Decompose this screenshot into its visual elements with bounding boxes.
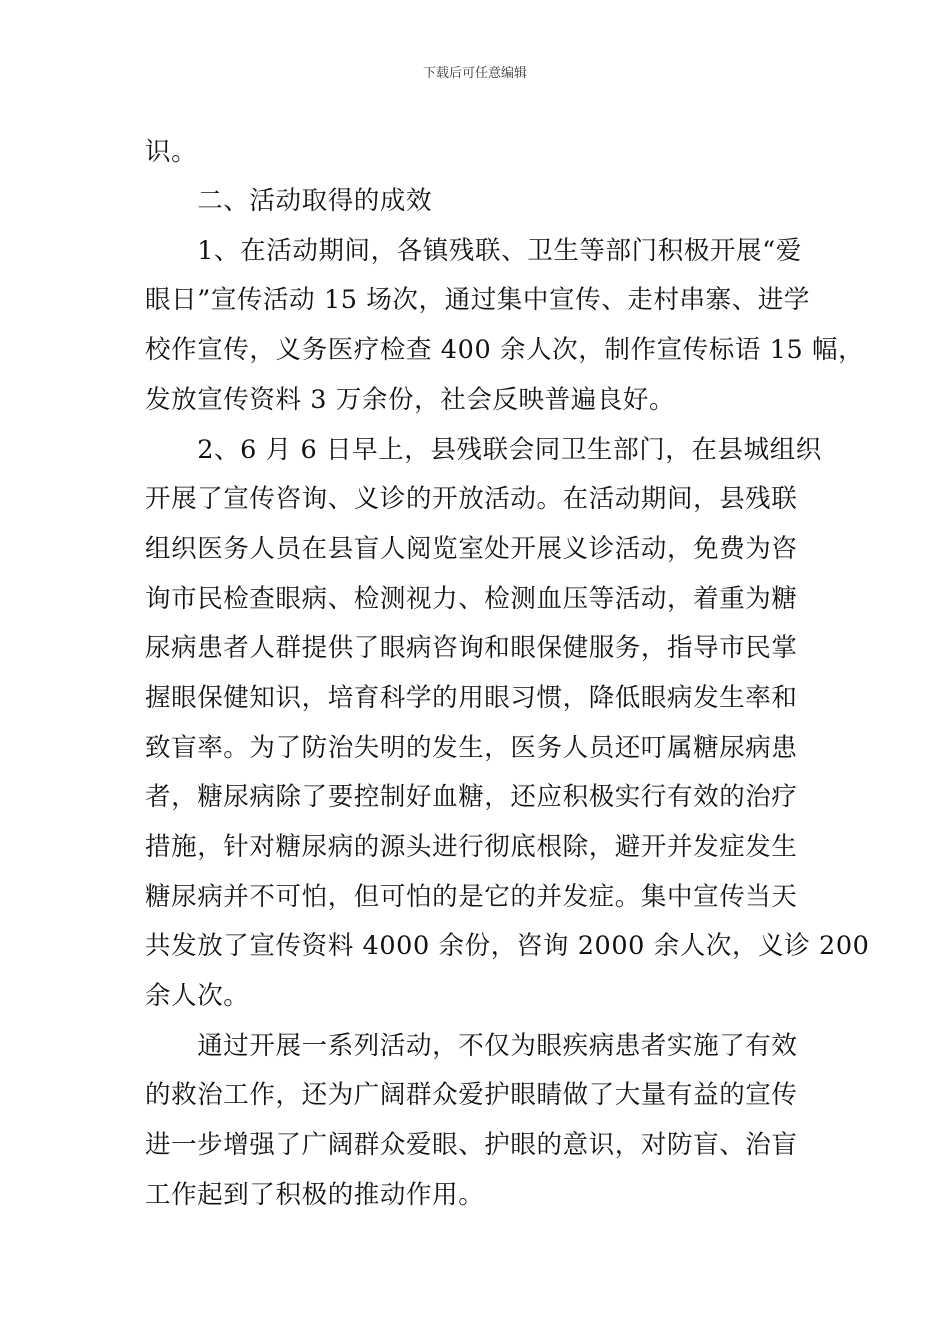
text-line: 余人次。 — [145, 981, 250, 1011]
text-line: 措施，针对糖尿病的源头进行彻底根除，避开并发症发生 — [145, 832, 798, 862]
text-line: 发放宣传资料 3 万余份，社会反映普遍良好。 — [145, 385, 676, 415]
text-line: 开展了宣传咨询、义诊的开放活动。在活动期间，县残联 — [145, 484, 798, 514]
text-line: 工作起到了积极的推动作用。 — [145, 1180, 485, 1210]
text-line: 共发放了宣传资料 4000 余份，咨询 2000 余人次，义诊 200 — [145, 931, 870, 961]
text-line: 进一步增强了广阔群众爱眼、护眼的意识，对防盲、治盲 — [145, 1130, 798, 1160]
text-line: 识。 — [145, 137, 198, 167]
text-line: 1、在活动期间，各镇残联、卫生等部门积极开展“爱 — [145, 236, 802, 266]
text-line: 组织医务人员在县盲人阅览室处开展义诊活动，免费为咨 — [145, 534, 798, 564]
text-line: 2、6 月 6 日早上，县残联会同卫生部门，在县城组织 — [145, 435, 822, 465]
text-line: 询市民检查眼病、检测视力、检测血压等活动，着重为糖 — [145, 584, 798, 614]
text-line: 握眼保健知识，培育科学的用眼习惯，降低眼病发生率和 — [145, 683, 798, 713]
text-line: 糖尿病并不可怕，但可怕的是它的并发症。集中宣传当天 — [145, 882, 798, 912]
text-line: 者，糖尿病除了要控制好血糖，还应积极实行有效的治疗 — [145, 782, 798, 812]
text-line: 的救治工作，还为广阔群众爱护眼睛做了大量有益的宣传 — [145, 1080, 798, 1110]
text-line: 尿病患者人群提供了眼病咨询和眼保健服务，指导市民掌 — [145, 633, 798, 663]
text-line: 通过开展一系列活动，不仅为眼疾病患者实施了有效 — [145, 1031, 798, 1061]
text-line: 校作宣传，义务医疗检查 400 余人次，制作宣传标语 15 幅， — [145, 335, 865, 365]
page-header: 下载后可任意编辑 — [422, 66, 527, 81]
text-line: 致盲率。为了防治失明的发生，医务人员还叮属糖尿病患 — [145, 733, 798, 763]
section-heading: 二、活动取得的成效 — [145, 186, 433, 216]
text-line: 眼日”宣传活动 15 场次，通过集中宣传、走村串寨、进学 — [145, 285, 810, 315]
